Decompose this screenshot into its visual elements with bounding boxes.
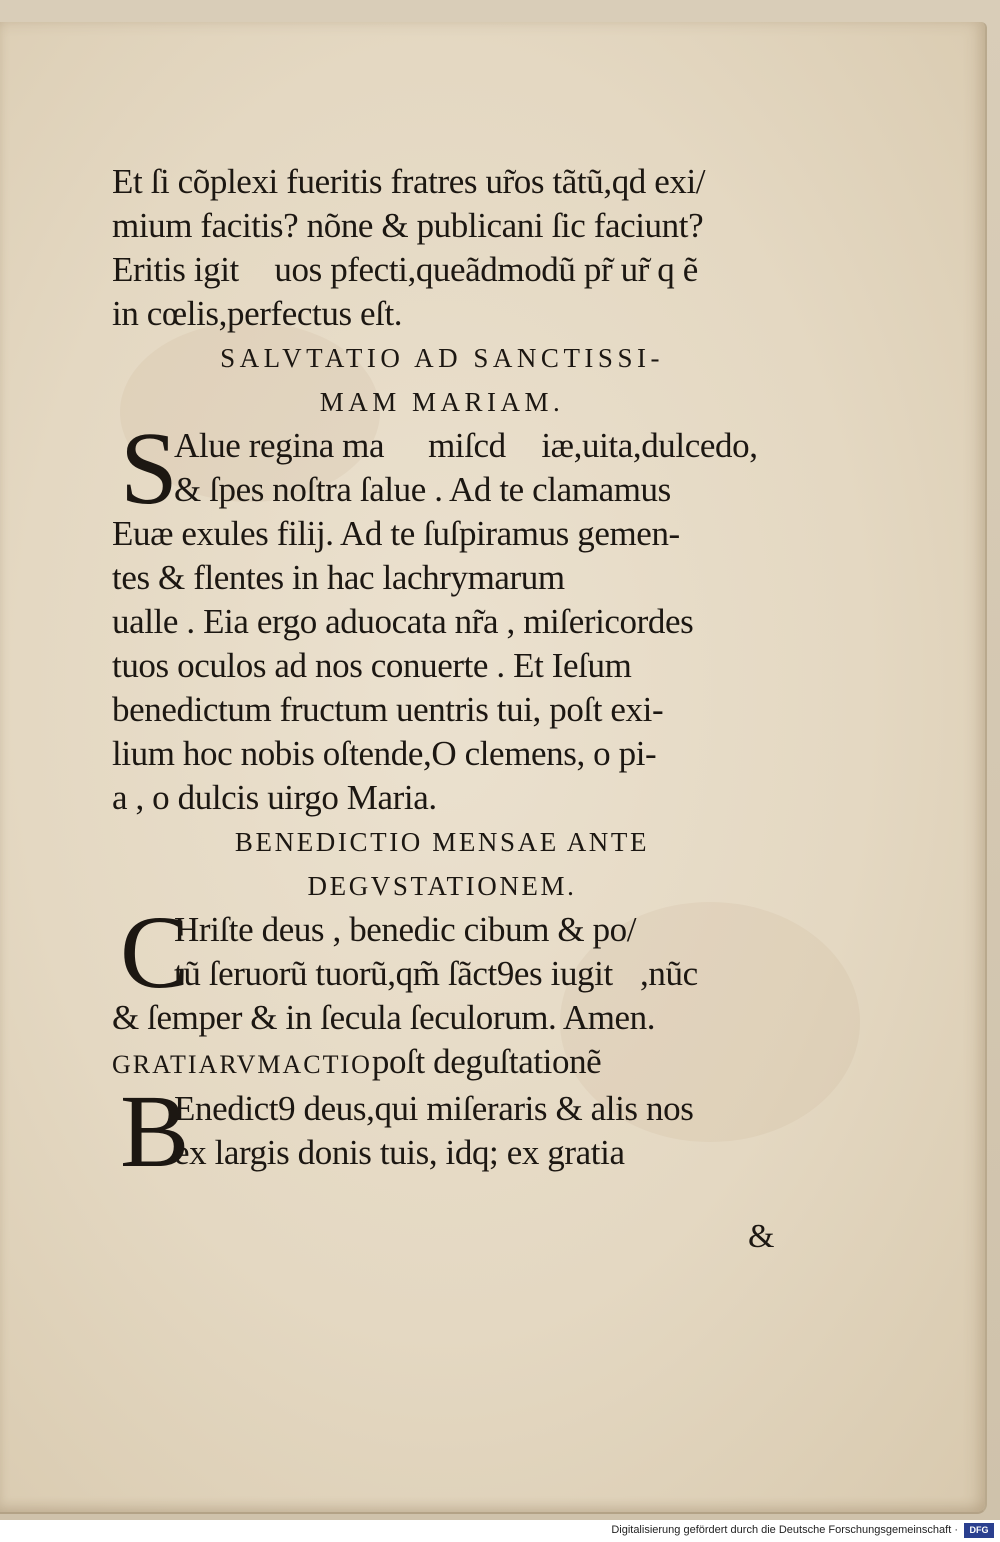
christe-deus-paragraph bbox=[112, 895, 772, 1040]
text-line: ualle . Eia ergo aduocata nr̃a , miſericordes bbox=[112, 602, 694, 641]
text-line: Eritis igit᷑ uos pfecti,queãdmodũ pr̃ ur̃ q ẽ bbox=[112, 250, 698, 289]
catchword: & bbox=[748, 1218, 775, 1255]
benedictus-paragraph bbox=[112, 1074, 772, 1189]
text-line: a , o dulcis uirgo Maria. bbox=[112, 778, 437, 817]
text-line: tuos oculos ad nos conuerte . Et Ieſum bbox=[112, 646, 632, 685]
text-line: benedictum fructum uentris tui, poſt exi- bbox=[112, 690, 664, 729]
drop-cap-initial: B bbox=[120, 1074, 190, 1189]
text-line: mium facitis? nõne & publicani ſic faciunt? bbox=[112, 206, 704, 245]
text-line: in cœlis,perfectus eſt. bbox=[112, 294, 403, 333]
heading-rest: poſt deguſtationẽ bbox=[371, 1042, 602, 1081]
footer-bar bbox=[0, 1520, 1000, 1542]
text-line: Et ſi cõplexi fueritis fratres ur̃os tãtũ,qd exi/ bbox=[112, 162, 706, 201]
section-heading: BENEDICTIO MENSAE ANTE bbox=[234, 827, 650, 857]
text-line: Enedict9 deus,qui miſeraris & alis nos bbox=[174, 1089, 694, 1128]
section-heading: DEGVSTATIONEM. bbox=[307, 871, 577, 901]
text-line: Hriſte deus , benedic cibum & po/ bbox=[174, 910, 637, 949]
dfg-logo-icon: DFG bbox=[964, 1523, 994, 1538]
section-heading: MAM MARIAM. bbox=[319, 387, 565, 417]
text-line: tũ ſeruorũ tuorũ,qm̃ ſãct9es iugit᷑,nũc bbox=[174, 954, 698, 993]
gospel-passage bbox=[112, 160, 772, 336]
funding-credit: Digitalisierung gefördert durch die Deutsche Forschungsgemeinschaft · bbox=[611, 1524, 958, 1536]
page-text bbox=[112, 160, 772, 1189]
text-line: & ſemper & in ſecula ſeculorum. Amen. bbox=[112, 998, 656, 1037]
drop-cap-initial: C bbox=[120, 895, 190, 1010]
text-line: lium hoc nobis oſtende,O clemens, o pi- bbox=[112, 734, 657, 773]
drop-cap-initial: S bbox=[120, 411, 178, 526]
section-heading bbox=[112, 1040, 772, 1087]
heading-caps: GRATIARVMACTIO bbox=[112, 1050, 372, 1079]
text-line: Alue regina ma ᷑ miſcd ᷑iæ,uita,dulcedo, bbox=[174, 426, 758, 465]
text-line: tes & flentes in hac lachrymarum bbox=[112, 558, 565, 597]
section-heading: SALVTATIO AD SANCTISSI- bbox=[220, 343, 664, 373]
text-line: & ſpes noſtra ſalue . Ad te clamamus bbox=[174, 470, 671, 509]
salve-regina-paragraph bbox=[112, 411, 772, 820]
text-line: ex largis donis tuis, idq; ex gratia bbox=[174, 1133, 625, 1172]
text-line: Euæ exules filij. Ad te ſuſpiramus gemen- bbox=[112, 514, 680, 553]
